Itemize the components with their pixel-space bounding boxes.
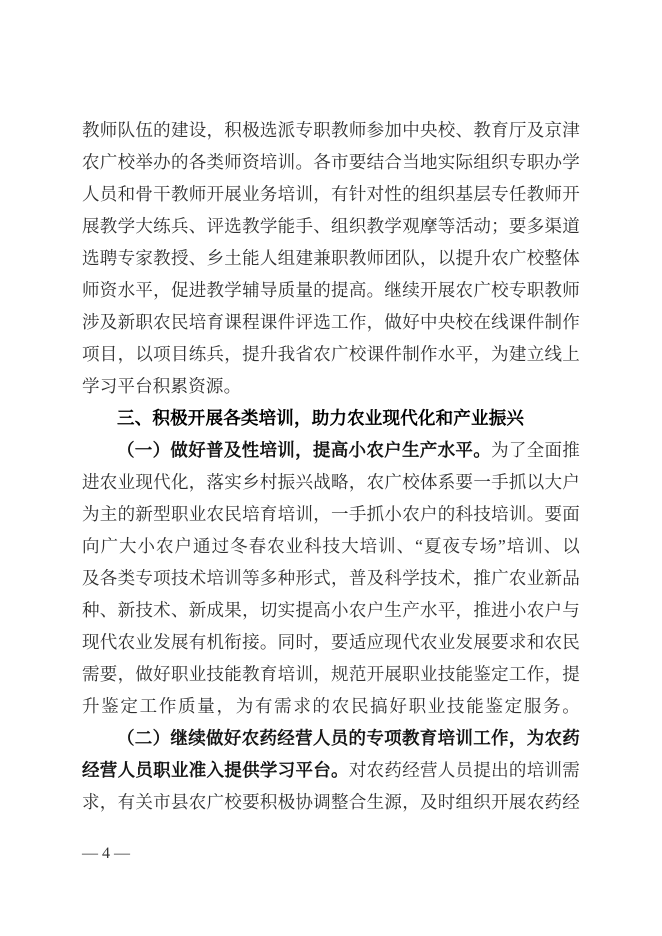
paragraph-line: [82, 786, 580, 818]
subsection-lead-line: [82, 722, 580, 754]
paragraph-line: [82, 594, 580, 626]
paragraph-line: [82, 114, 580, 146]
text-segment: 教师队伍的建设，积极选派专职教师参加中央校、教育厅及京津: [82, 120, 580, 140]
paragraph-line: [82, 210, 580, 242]
text-segment: 及各类专项技术培训等多种形式，普及科学技术，推广农业新品: [82, 568, 580, 588]
text-segment: 需要，做好职业技能教育培训，规范开展职业技能鉴定工作，提: [82, 664, 580, 684]
text-segment: 人员和骨干教师开展业务培训，有针对性的组织基层专任教师开: [82, 184, 580, 204]
text-segment: 为主的新型职业农民培育培训，一手抓小农户的科技培训。要面: [82, 504, 580, 524]
text-segment: 展教学大练兵、评选教学能手、组织教学观摩等活动；要多渠道: [82, 216, 580, 236]
text-segment: 进农业现代化，落实乡村振兴战略，农广校体系要一手抓以大户: [82, 472, 580, 492]
paragraph-line: [82, 466, 580, 498]
text-segment: 涉及新职农民培育课程课件评选工作，做好中央校在线课件制作: [82, 312, 580, 332]
paragraph-line: [82, 626, 580, 658]
subsection-lead-line: [82, 434, 580, 466]
section-heading: [82, 402, 580, 434]
bold-text-segment: 三、积极开展各类培训，助力农业现代化和产业振兴: [117, 408, 525, 428]
text-segment: 项目，以项目练兵，提升我省农广校课件制作水平，为建立线上: [82, 344, 580, 364]
text-segment: 选聘专家教授、乡土能人组建兼职教师团队，以提升农广校整体: [82, 248, 580, 268]
bold-text-segment: （二）继续做好农药经营人员的专项教育培训工作，为农药: [117, 728, 580, 748]
text-segment: 师资水平，促进教学辅导质量的提高。继续开展农广校专职教师: [82, 280, 580, 300]
text-segment: 为了全面推: [491, 440, 581, 460]
text-segment: 求，有关市县农广校要积极协调整合生源，及时组织开展农药经: [82, 792, 580, 812]
paragraph-line: [82, 274, 580, 306]
paragraph-line: [82, 690, 580, 722]
text-segment: 学习平台积累资源。: [82, 376, 242, 396]
page-number: — 4 —: [82, 845, 130, 862]
text-segment: 向广大小农户通过冬春农业科技大培训、“夏夜专场”培训、以: [82, 536, 580, 556]
text-segment: 现代农业发展有机衔接。同时，要适应现代农业发展要求和农民: [82, 632, 580, 652]
paragraph-line: [82, 306, 580, 338]
bold-text-segment: 经营人员职业准入提供学习平台。: [82, 760, 349, 780]
bold-text-segment: （一）做好普及性培训，提高小农户生产水平。: [117, 440, 492, 460]
paragraph-line: [82, 530, 580, 562]
paragraph-line: [82, 146, 580, 178]
text-segment: 对农药经营人员提出的培训需: [348, 760, 580, 780]
paragraph-line: [82, 370, 580, 402]
paragraph-line: [82, 178, 580, 210]
paragraph-line: [82, 242, 580, 274]
paragraph-line: [82, 562, 580, 594]
paragraph-line: [82, 498, 580, 530]
paragraph-line: [82, 754, 580, 786]
text-segment: 升鉴定工作质量，为有需求的农民搞好职业技能鉴定服务。: [82, 696, 580, 716]
paragraph-line: [82, 658, 580, 690]
paragraph-line: [82, 338, 580, 370]
document-body: [82, 114, 580, 818]
text-segment: 农广校举办的各类师资培训。各市要结合当地实际组织专职办学: [82, 152, 580, 172]
text-segment: 种、新技术、新成果，切实提高小农户生产水平，推进小农户与: [82, 600, 580, 620]
